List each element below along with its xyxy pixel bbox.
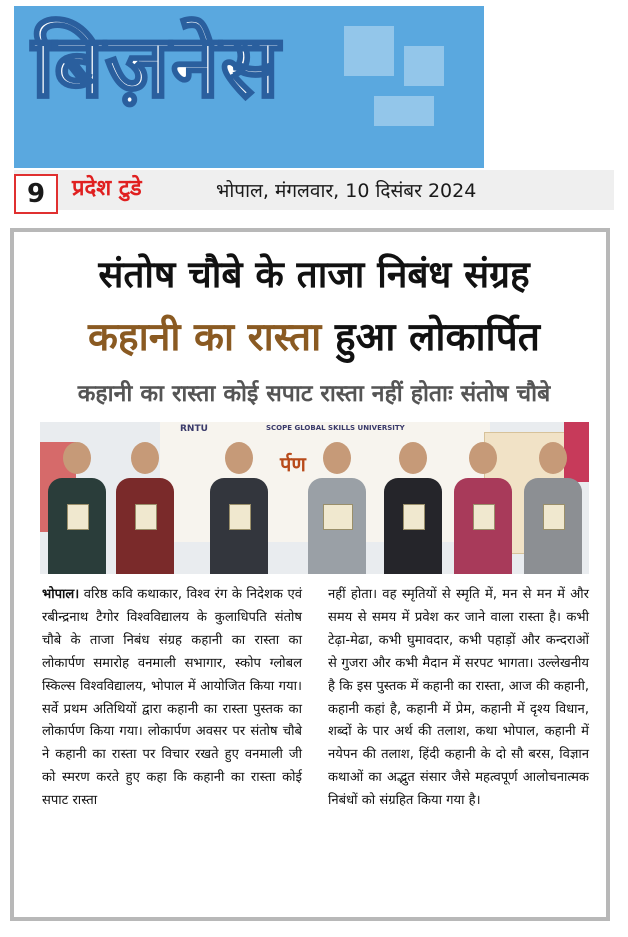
newspaper-brand: प्रदेश टुडे bbox=[72, 176, 142, 201]
article-column-left bbox=[42, 584, 302, 813]
masthead-banner bbox=[14, 6, 484, 168]
headline-book-title: कहानी का रास्ता bbox=[87, 315, 322, 360]
decor-square bbox=[404, 46, 444, 86]
backdrop-text: र्पण bbox=[280, 452, 306, 476]
event-photo bbox=[40, 422, 589, 574]
person bbox=[384, 442, 442, 574]
person bbox=[48, 442, 106, 574]
headline-line-1: संतोष चौबे के ताजा निबंध संग्रह bbox=[98, 253, 530, 296]
subheadline: कहानी का रास्ता कोई सपाट रास्ता नहीं होताः संतोष चौबे bbox=[77, 381, 551, 407]
person bbox=[210, 442, 268, 574]
body-text-left: वरिष्ठ कवि कथाकार, विश्व रंग के निदेशक एवं रबीन्द्रनाथ टैगोर विश्वविद्यालय के कुलाधिपति संतोष चौबे के ताजा निबंध संग्रह कहानी का रास्ता का लोकार्पण समारोह वनमाली सभागार, स्कोप ग्लोबल स्किल्स विश्वविद्यालय, भोपाल में आयोजित किया गया। सर्वे प्रथम अतिथियों द्वारा कहानी का रास्ता पुस्तक का लोकार्पण किया गया। लोकार्पण अवसर पर संतोष चौबे ने कहानी का रास्ता पर विचार रखते हुए वनमाली जी को स्मरण करते हुए कहा कि कहानी का रास्ता कोई सपाट रास्ता bbox=[42, 587, 302, 809]
decor-square bbox=[344, 26, 394, 76]
article-column-right bbox=[328, 584, 589, 813]
masthead-right-panel bbox=[484, 6, 614, 168]
headline-suffix: हुआ लोकार्पित bbox=[334, 315, 541, 360]
person bbox=[454, 442, 512, 574]
person bbox=[308, 442, 366, 574]
section-title: बिज़नेस bbox=[32, 17, 282, 117]
body-dateline: भोपाल। bbox=[42, 587, 80, 602]
edition-date: भोपाल, मंगलवार, 10 दिसंबर 2024 bbox=[216, 180, 477, 202]
backdrop-sponsor: RNTU bbox=[180, 424, 208, 434]
decor-square bbox=[374, 96, 434, 126]
backdrop-university: SCOPE GLOBAL SKILLS UNIVERSITY bbox=[266, 424, 405, 432]
body-text-right: नहीं होता। वह स्मृतियों से स्मृति में, मन से मन में और समय से समय में प्रवेश कर जाने वाला रास्ता है। कभी टेढ़ा-मेढा, कभी घुमावदार, कभी पहाड़ों और कन्दराओं से गुजरा और कभी मैदान में सरपट भागता। उल्लेखनीय है कि इस पुस्तक में कहानी का रास्ता, आज की कहानी, कहानी कहां है, कहानी में प्रेम, कहानी में दृश्य विधान, शब्दों के पार अर्थ की तलाश, कथा भोपाल, कहानी में नयेपन की तलाश, हिंदी कहानी के दो सौ बरस, विज्ञान कथाओं का अद्भुत संसार जैसे महत्वपूर्ण आलोचनात्मक निबंधों को संग्रहित किया गया है। bbox=[328, 587, 589, 809]
page-number: 9 bbox=[14, 174, 58, 214]
person bbox=[116, 442, 174, 574]
person bbox=[524, 442, 582, 574]
headline-line-2 bbox=[10, 314, 618, 362]
